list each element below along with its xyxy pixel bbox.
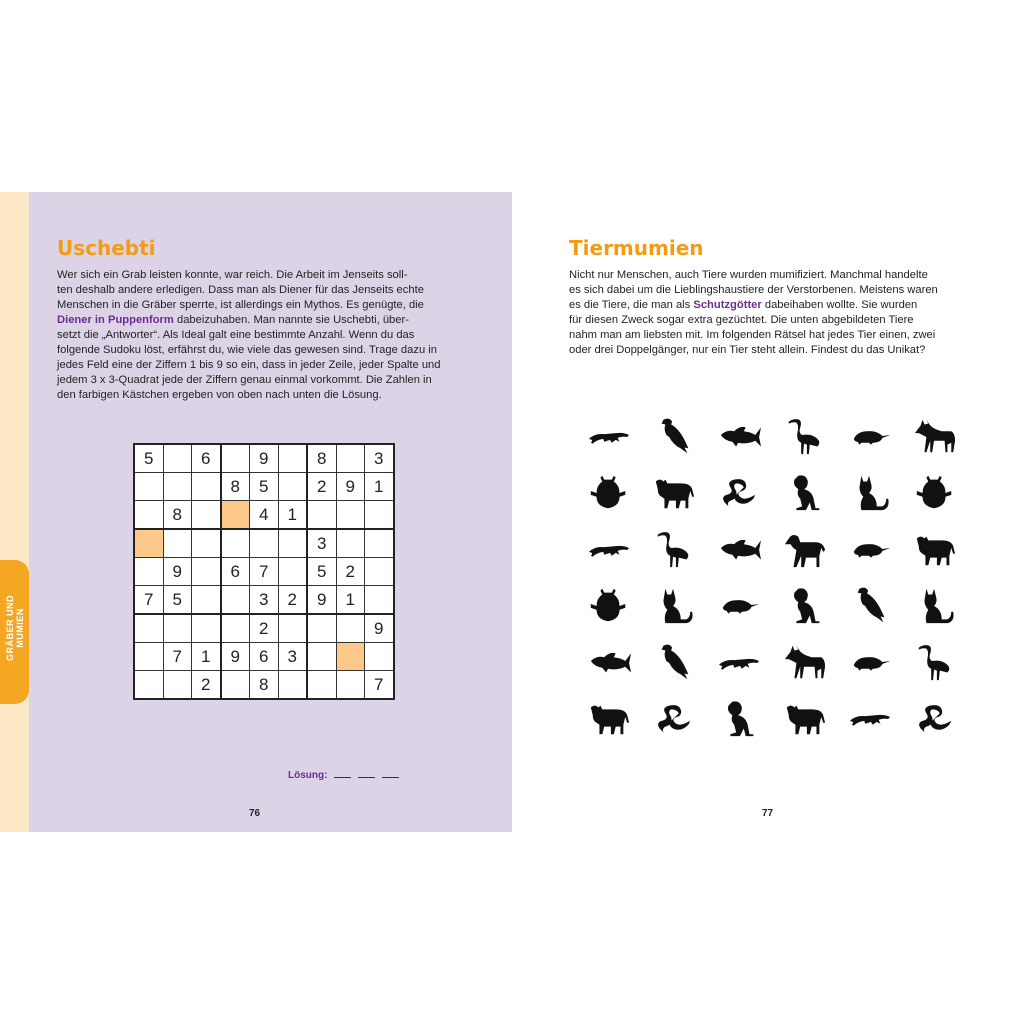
sudoku-cell[interactable] xyxy=(365,501,394,530)
cat-icon[interactable] xyxy=(651,582,697,628)
bull-icon[interactable] xyxy=(782,695,828,741)
sudoku-cell[interactable] xyxy=(221,614,250,643)
bull-icon[interactable] xyxy=(912,526,958,572)
sudoku-solution-cell[interactable] xyxy=(336,643,365,671)
animal-row xyxy=(586,634,958,690)
sudoku-cell[interactable]: 9 xyxy=(336,473,365,501)
text-line: setzt die „Antworter“. Als Ideal galt eine bestimmte Anzahl. Wenn du das xyxy=(57,329,415,341)
bull-icon[interactable] xyxy=(651,469,697,515)
sudoku-cell[interactable] xyxy=(365,558,394,586)
text-fragment: dabeizuhaben. Man nannte sie Uschebti, über- xyxy=(173,314,409,326)
animal-row xyxy=(586,408,958,464)
chapter-tab[interactable] xyxy=(0,560,29,704)
sudoku-cell[interactable]: 8 xyxy=(307,444,336,473)
snake-icon[interactable] xyxy=(716,469,762,515)
sudoku-cell[interactable] xyxy=(221,444,250,473)
sudoku-row xyxy=(134,473,394,501)
sudoku-cell[interactable]: 1 xyxy=(336,586,365,615)
shrew-icon[interactable] xyxy=(847,413,893,459)
sudoku-solution-cell[interactable] xyxy=(221,501,250,530)
solution-blank[interactable] xyxy=(358,768,375,778)
sudoku-row xyxy=(134,529,394,558)
text-line: Wer sich ein Grab leisten konnte, war reich. Die Arbeit im Jenseits soll- xyxy=(57,269,408,281)
sudoku-cell[interactable]: 9 xyxy=(221,643,250,671)
sudoku-cell[interactable] xyxy=(336,529,365,558)
sudoku-cell[interactable] xyxy=(307,501,336,530)
fish-icon[interactable] xyxy=(586,639,632,685)
sudoku-cell[interactable] xyxy=(134,501,163,530)
sudoku-cell[interactable] xyxy=(192,586,221,615)
ibis-icon[interactable] xyxy=(782,413,828,459)
text-line: Nicht nur Menschen, auch Tiere wurden mumifiziert. Manchmal handelte xyxy=(569,269,928,281)
text-line: ten deshalb andere erledigen. Dass man als Diener für das Jenseits echte xyxy=(57,284,424,296)
monkey-icon[interactable] xyxy=(782,469,828,515)
sudoku-cell[interactable] xyxy=(307,643,336,671)
text-line: Menschen in die Gräber sperrte, ist allerdings ein Mythos. Es genügte, die xyxy=(57,299,424,311)
highlight-term: Schutzgötter xyxy=(693,299,762,311)
sudoku-cell[interactable]: 2 xyxy=(250,614,279,643)
sudoku-cell[interactable] xyxy=(278,529,307,558)
left-page xyxy=(0,192,512,832)
sudoku-cell[interactable] xyxy=(163,671,192,700)
shrew-icon[interactable] xyxy=(716,582,762,628)
animal-row xyxy=(586,690,958,746)
snake-icon[interactable] xyxy=(651,695,697,741)
jackal-icon[interactable] xyxy=(782,639,828,685)
sudoku-row xyxy=(134,444,394,473)
scarab-icon[interactable] xyxy=(586,469,632,515)
sudoku-cell[interactable] xyxy=(134,473,163,501)
animal-row xyxy=(586,521,958,577)
sudoku-cell[interactable] xyxy=(163,473,192,501)
text-fragment: dabeihaben wollte. Sie wurden xyxy=(761,299,918,311)
sudoku-cell[interactable]: 7 xyxy=(250,558,279,586)
sudoku-cell[interactable]: 3 xyxy=(365,444,394,473)
sudoku-cell[interactable]: 3 xyxy=(307,529,336,558)
sudoku-cell[interactable]: 8 xyxy=(250,671,279,700)
sudoku-cell[interactable] xyxy=(192,529,221,558)
sudoku-row xyxy=(134,614,394,643)
page-margin-strip xyxy=(0,192,29,832)
sudoku-row xyxy=(134,643,394,671)
sudoku-cell[interactable] xyxy=(192,501,221,530)
sudoku-cell[interactable]: 5 xyxy=(250,473,279,501)
sudoku-cell[interactable]: 7 xyxy=(365,671,394,700)
solution-blank[interactable] xyxy=(382,768,399,778)
falcon-icon[interactable] xyxy=(847,582,893,628)
sudoku-cell[interactable] xyxy=(221,586,250,615)
monkey-icon[interactable] xyxy=(782,582,828,628)
sudoku-cell[interactable] xyxy=(278,671,307,700)
page-number-right: 77 xyxy=(762,808,774,819)
page-title-tiermumien: Tiermumien xyxy=(569,236,704,260)
sudoku-row xyxy=(134,671,394,700)
sudoku-cell[interactable] xyxy=(278,614,307,643)
sudoku-row xyxy=(134,558,394,586)
falcon-icon[interactable] xyxy=(651,413,697,459)
solution-label: Lösung: xyxy=(288,770,328,781)
solution-line xyxy=(288,768,399,781)
sudoku-cell[interactable]: 5 xyxy=(163,586,192,615)
tab-line-2: MUMIEN xyxy=(15,608,25,648)
sudoku-cell[interactable] xyxy=(278,473,307,501)
sudoku-cell[interactable]: 6 xyxy=(221,558,250,586)
crocodile-icon[interactable] xyxy=(716,639,762,685)
dog-icon[interactable] xyxy=(782,526,828,572)
sudoku-cell[interactable] xyxy=(365,586,394,615)
sudoku-cell[interactable]: 6 xyxy=(192,444,221,473)
crocodile-icon[interactable] xyxy=(847,695,893,741)
fish-icon[interactable] xyxy=(716,526,762,572)
sudoku-cell[interactable]: 5 xyxy=(307,558,336,586)
sudoku-cell[interactable]: 9 xyxy=(307,586,336,615)
sudoku-cell[interactable] xyxy=(192,473,221,501)
text-line xyxy=(57,313,477,328)
crocodile-icon[interactable] xyxy=(586,413,632,459)
sudoku-cell[interactable] xyxy=(134,558,163,586)
sudoku-cell[interactable]: 8 xyxy=(221,473,250,501)
ibis-icon[interactable] xyxy=(651,526,697,572)
text-line: nahm man am liebsten mit. Im folgenden Rätsel hat jedes Tier einen, zwei xyxy=(569,329,936,341)
sudoku-row xyxy=(134,501,394,530)
sudoku-cell[interactable] xyxy=(134,614,163,643)
sudoku-cell[interactable] xyxy=(336,614,365,643)
sudoku-cell[interactable] xyxy=(307,671,336,700)
sudoku-row xyxy=(134,586,394,615)
sudoku-cell[interactable]: 3 xyxy=(250,586,279,615)
sudoku-cell[interactable]: 4 xyxy=(250,501,279,530)
chapter-tab-label xyxy=(5,556,25,700)
sudoku-cell[interactable] xyxy=(307,614,336,643)
sudoku-cell[interactable]: 9 xyxy=(250,444,279,473)
sudoku-cell[interactable]: 8 xyxy=(163,501,192,530)
text-line xyxy=(569,298,989,313)
text-line: es sich dabei um die Lieblingshaustiere der Verstorbenen. Meistens waren xyxy=(569,284,938,296)
snake-icon[interactable] xyxy=(912,695,958,741)
sudoku-cell[interactable] xyxy=(336,444,365,473)
sudoku-cell[interactable]: 1 xyxy=(365,473,394,501)
sudoku-cell[interactable]: 5 xyxy=(134,444,163,473)
text-line: folgende Sudoku löst, erfährst du, wie viele das gewesen sind. Trage dazu in xyxy=(57,344,437,356)
sudoku-cell[interactable]: 9 xyxy=(365,614,394,643)
sudoku-cell[interactable]: 1 xyxy=(278,501,307,530)
sudoku-cell[interactable] xyxy=(192,614,221,643)
intro-paragraph-right xyxy=(569,268,989,358)
sudoku-cell[interactable]: 3 xyxy=(278,643,307,671)
animal-silhouette-grid xyxy=(586,408,958,746)
sudoku-cell[interactable]: 2 xyxy=(192,671,221,700)
scarab-icon[interactable] xyxy=(586,582,632,628)
crocodile-icon[interactable] xyxy=(586,526,632,572)
ibis-icon[interactable] xyxy=(912,639,958,685)
sudoku-cell[interactable] xyxy=(163,444,192,473)
sudoku-cell[interactable] xyxy=(278,444,307,473)
jackal-icon[interactable] xyxy=(912,413,958,459)
sudoku-cell[interactable] xyxy=(221,529,250,558)
text-fragment: es die Tiere, die man als xyxy=(569,299,694,311)
falcon-icon[interactable] xyxy=(651,639,697,685)
cat-icon[interactable] xyxy=(912,582,958,628)
sudoku-cell[interactable]: 7 xyxy=(134,586,163,615)
sudoku-cell[interactable]: 1 xyxy=(192,643,221,671)
shrew-icon[interactable] xyxy=(847,526,893,572)
page-number-left: 76 xyxy=(249,808,261,819)
sudoku-cell[interactable]: 2 xyxy=(278,586,307,615)
solution-blank[interactable] xyxy=(334,768,351,778)
sudoku-cell[interactable]: 2 xyxy=(307,473,336,501)
sudoku-cell[interactable] xyxy=(336,671,365,700)
text-line: für diesen Zweck sogar extra gezüchtet. Die unten abgebildeten Tiere xyxy=(569,314,914,326)
monkey-icon[interactable] xyxy=(716,695,762,741)
bull-icon[interactable] xyxy=(586,695,632,741)
sudoku-cell[interactable]: 6 xyxy=(250,643,279,671)
cat-icon[interactable] xyxy=(847,469,893,515)
animal-row xyxy=(586,577,958,633)
sudoku-cell[interactable] xyxy=(278,558,307,586)
tab-line-1: GRÄBER UND xyxy=(5,595,15,662)
sudoku-cell[interactable]: 9 xyxy=(163,558,192,586)
sudoku-cell[interactable] xyxy=(365,529,394,558)
sudoku-cell[interactable] xyxy=(163,529,192,558)
sudoku-cell[interactable] xyxy=(192,558,221,586)
sudoku-cell[interactable] xyxy=(365,643,394,671)
text-line: oder drei Doppelgänger, nur ein Tier steht allein. Findest du das Unikat? xyxy=(569,344,926,356)
sudoku-solution-cell[interactable] xyxy=(134,529,163,558)
page-title-uschebti: Uschebti xyxy=(57,236,156,260)
sudoku-grid xyxy=(133,443,395,700)
sudoku-cell[interactable]: 7 xyxy=(163,643,192,671)
text-line: jedem 3 x 3-Quadrat jede der Ziffern genau einmal vorkommt. Die Zahlen in xyxy=(57,374,432,386)
animal-row xyxy=(586,464,958,520)
fish-icon[interactable] xyxy=(716,413,762,459)
shrew-icon[interactable] xyxy=(847,639,893,685)
text-line: den farbigen Kästchen ergeben von oben nach unten die Lösung. xyxy=(57,389,382,401)
sudoku-cell[interactable] xyxy=(336,501,365,530)
sudoku-cell[interactable]: 2 xyxy=(336,558,365,586)
intro-paragraph-left xyxy=(57,268,477,403)
sudoku-cell[interactable] xyxy=(134,643,163,671)
sudoku-cell[interactable] xyxy=(221,671,250,700)
sudoku-cell[interactable] xyxy=(134,671,163,700)
text-line: jedes Feld eine der Ziffern 1 bis 9 so ein, dass in jeder Zeile, jeder Spalte und xyxy=(57,359,441,371)
highlight-term: Diener in Puppenform xyxy=(57,314,174,326)
scarab-icon[interactable] xyxy=(912,469,958,515)
sudoku-cell[interactable] xyxy=(163,614,192,643)
sudoku-cell[interactable] xyxy=(250,529,279,558)
